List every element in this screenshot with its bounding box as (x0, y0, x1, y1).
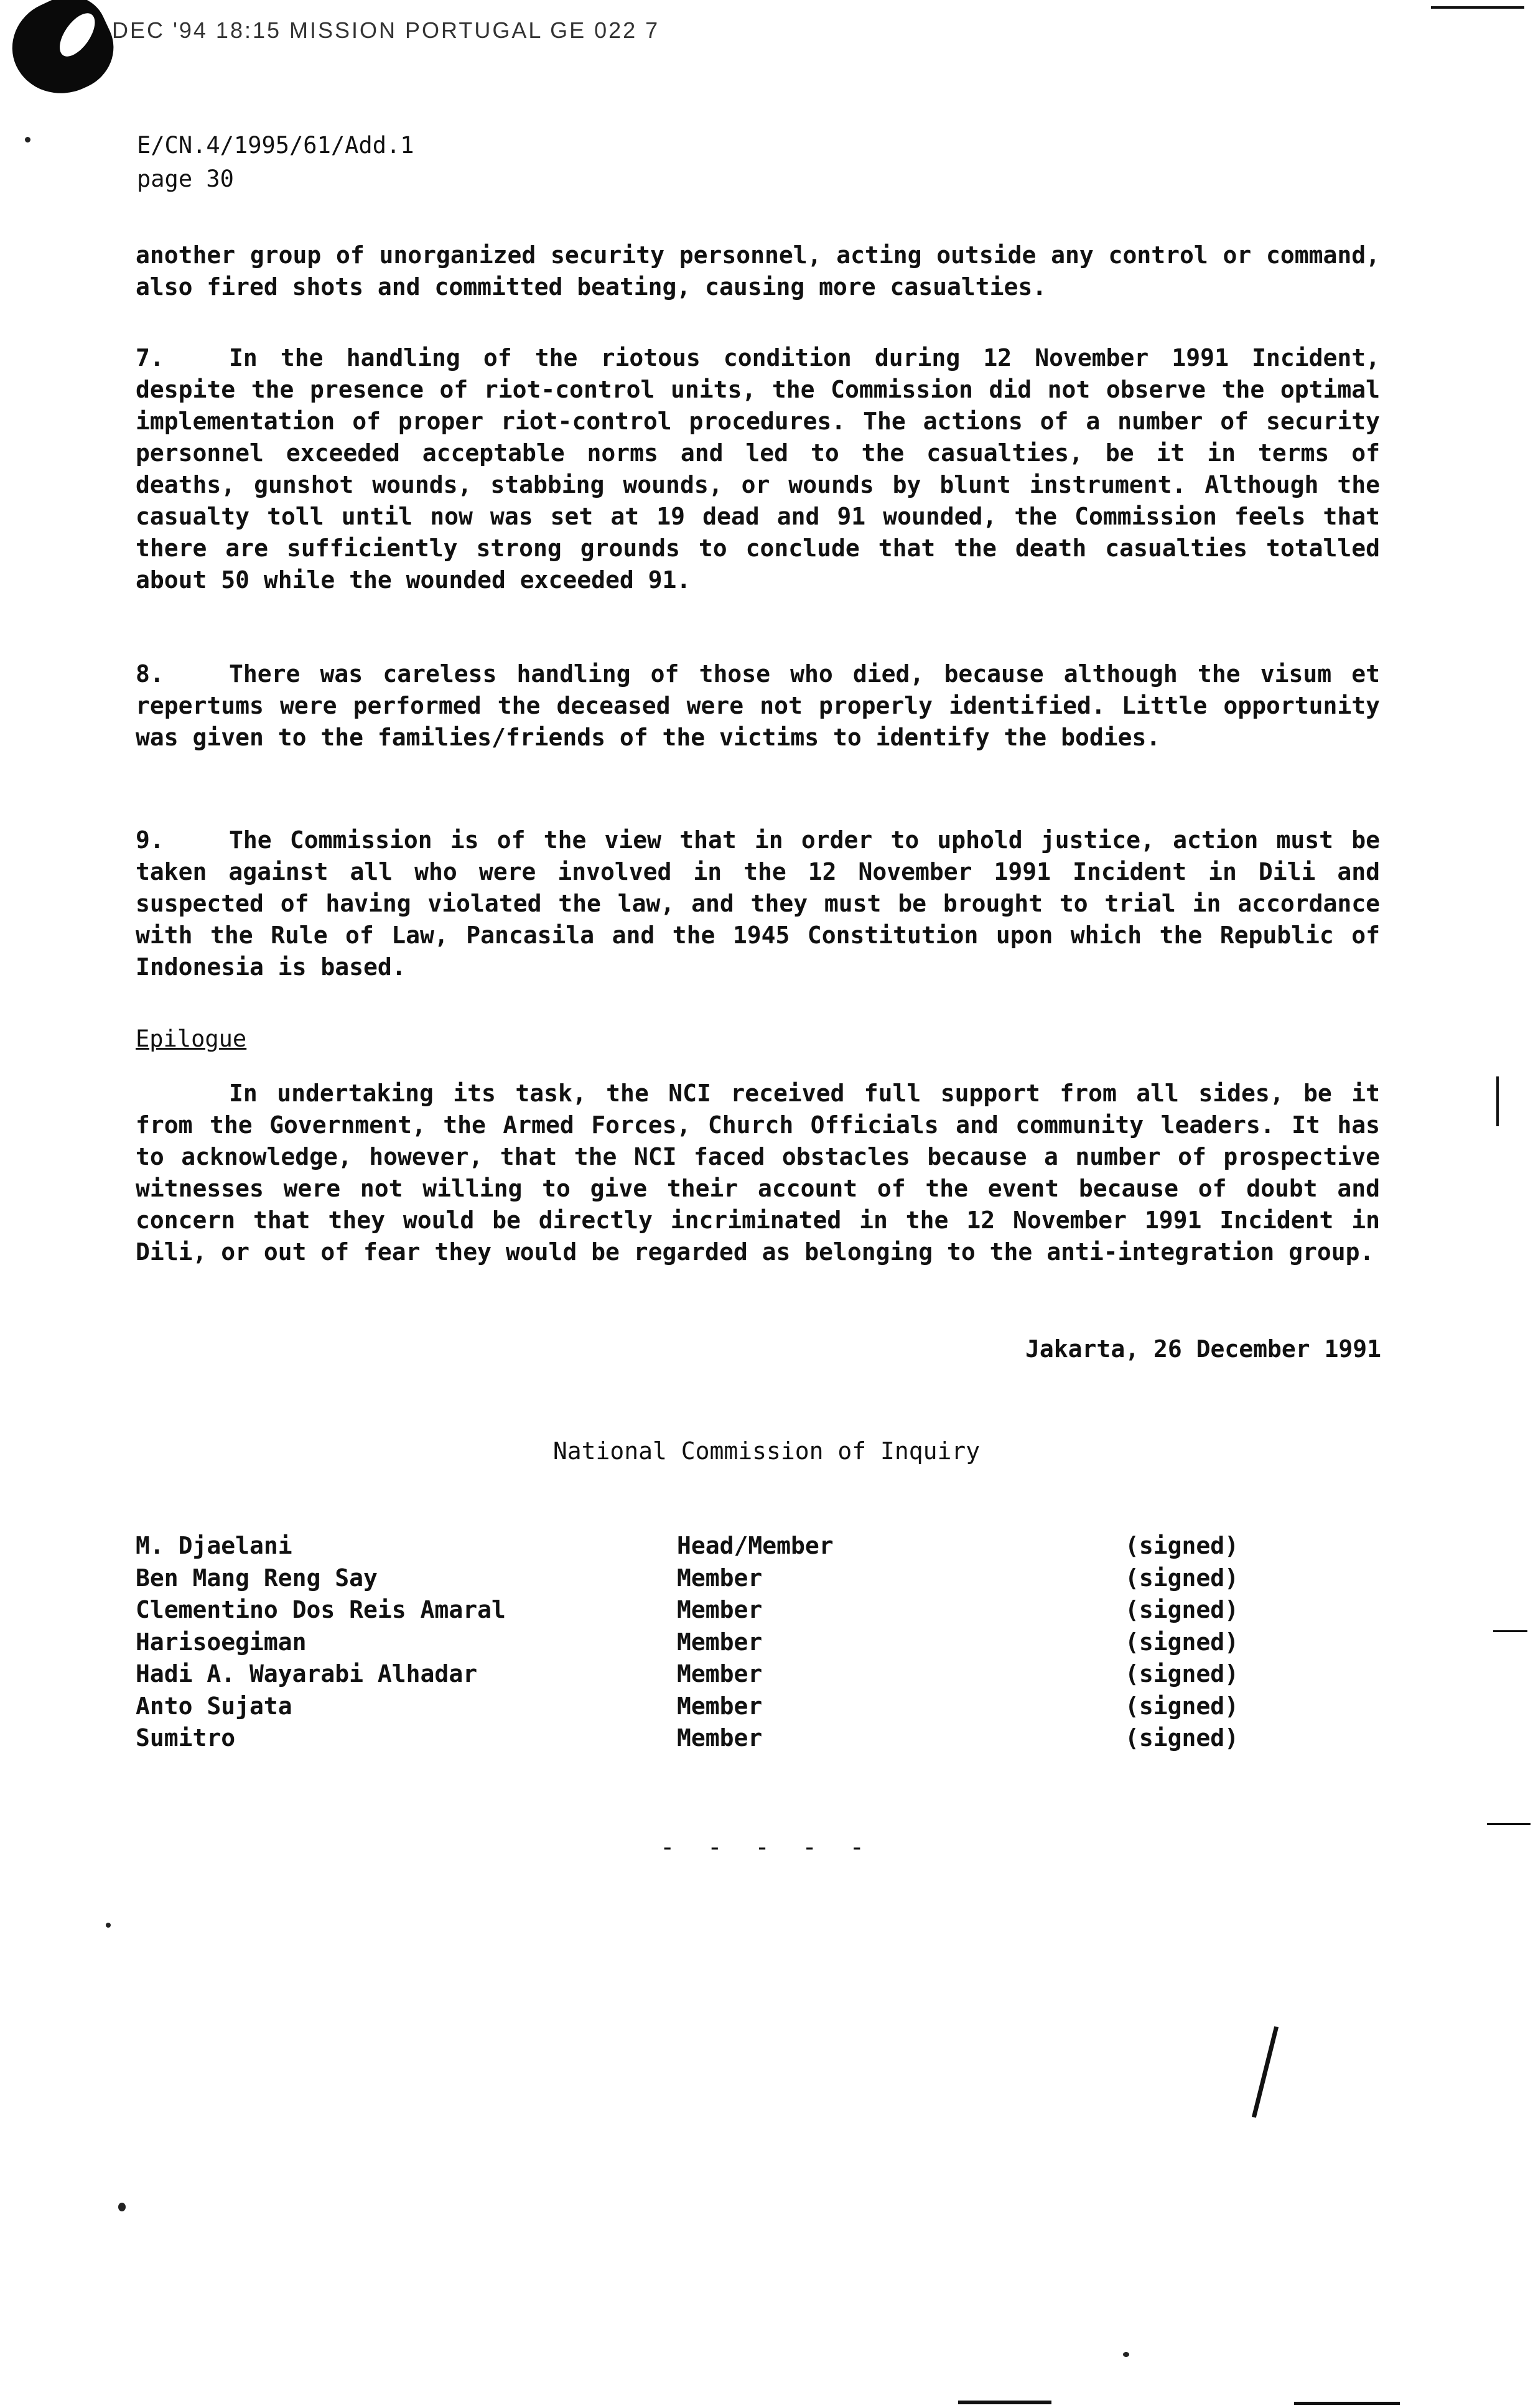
signatory-row (136, 1564, 1256, 1597)
signatory-role: Head/Member (677, 1532, 834, 1559)
margin-dash-mark (1487, 1823, 1531, 1825)
scan-speck (106, 1923, 111, 1928)
paragraph-continuation (136, 240, 1380, 303)
paragraph-text: In the handling of the riotous condition during 12 November 1991 Incident, despite the presence of riot-control units, the Commission did not observe the optimal implementation of proper riot-control procedures. The actions of a number of security personnel exceeded acceptable norms and led to the casualties, be it in terms of deaths, gunshot wounds, stabbing wounds, or wounds by blunt instrument. Although the casualty toll until now was set at 19 dead and 91 wounded, the Commission feels that there are sufficiently strong grounds to conclude that the death casualties totalled about 50 while the wounded exceeded 91. (136, 344, 1380, 594)
paragraph-number: 9. (136, 826, 164, 854)
paragraph-7 (136, 342, 1380, 596)
paragraph-text: The Commission is of the view that in order to uphold justice, action must be taken against all who were involved in the 12 November 1991 Incident in Dili and suspected of having violated the law, and they must be brought to trial in accordance with the Rule of Law, Pancasila and the 1945 Constitution upon which the Republic of Indonesia is based. (136, 826, 1380, 981)
ink-blot-highlight (53, 7, 102, 62)
signatory-name: Hadi A. Wayarabi Alhadar (136, 1660, 478, 1687)
place-date-line: Jakarta, 26 December 1991 (1025, 1335, 1381, 1363)
signatory-name: Sumitro (136, 1724, 236, 1752)
pen-stroke-mark (1252, 2026, 1279, 2117)
signatory-role: Member (677, 1628, 763, 1656)
bottom-edge-mark (1294, 2402, 1400, 2405)
signatory-status: (signed) (1125, 1660, 1239, 1687)
bottom-edge-mark (958, 2401, 1051, 2404)
signatory-status: (signed) (1125, 1596, 1239, 1623)
signatory-list (136, 1532, 1256, 1757)
margin-bar-mark (1496, 1076, 1499, 1126)
scan-speck (25, 137, 30, 142)
ink-blot-mark (0, 0, 127, 110)
signatory-status: (signed) (1125, 1532, 1239, 1559)
signatory-row (136, 1724, 1256, 1757)
signatory-status: (signed) (1125, 1692, 1239, 1720)
commission-title: National Commission of Inquiry (552, 1437, 981, 1465)
signatory-row (136, 1628, 1256, 1661)
scan-speck (118, 2203, 126, 2211)
scan-speck (1123, 2352, 1129, 2357)
paragraph-text: There was careless handling of those who died, because although the visum et repertums were performed the deceased were not properly identified. Little opportunity was given to the families/friends of the victims to identify the bodies. (136, 660, 1380, 751)
epilogue-paragraph: In undertaking its task, the NCI received full support from all sides, be it from the Government, the Armed Forces, Church Officials and community leaders. It has to acknowledge, however, that the NCI faced obstacles because a number of prospective witnesses were not willing to give their account of the event because of doubt and concern that they would be directly incriminated in the 12 November 1991 Incident in Dili, or out of fear they would be regarded as belonging to the anti-integration group. (136, 1080, 1380, 1266)
document-symbol: E/CN.4/1995/61/Add.1 (137, 132, 414, 159)
page-number: page 30 (137, 166, 234, 192)
signatory-name: Ben Mang Reng Say (136, 1564, 378, 1592)
fax-transmission-header: DEC '94 18:15 MISSION PORTUGAL GE 022 7 (112, 17, 660, 43)
margin-dash-mark (1493, 1630, 1527, 1632)
signatory-name: Harisoegiman (136, 1628, 307, 1656)
paragraph-text: another group of unorganized security personnel, acting outside any control or command, also fired shots and committed beating, causing more casualties. (136, 241, 1380, 301)
end-of-document-mark: - - - - - (659, 1833, 874, 1862)
top-edge-mark (1431, 6, 1524, 9)
signatory-role: Member (677, 1660, 763, 1687)
signatory-name: Anto Sujata (136, 1692, 292, 1720)
paragraph-8 (136, 658, 1380, 754)
signatory-status: (signed) (1125, 1564, 1239, 1592)
signatory-role: Member (677, 1692, 763, 1720)
signatory-name: Clementino Dos Reis Amaral (136, 1596, 506, 1623)
epilogue-heading: Epilogue (136, 1025, 247, 1052)
signatory-row (136, 1596, 1256, 1628)
paragraph-number: 8. (136, 660, 164, 688)
signatory-row (136, 1660, 1256, 1692)
signatory-row (136, 1532, 1256, 1564)
paragraph-number: 7. (136, 344, 164, 371)
signatory-row (136, 1692, 1256, 1725)
paragraph-9 (136, 824, 1380, 983)
signatory-status: (signed) (1125, 1628, 1239, 1656)
signatory-role: Member (677, 1724, 763, 1752)
signatory-role: Member (677, 1564, 763, 1592)
signatory-role: Member (677, 1596, 763, 1623)
signatory-name: M. Djaelani (136, 1532, 292, 1559)
signatory-status: (signed) (1125, 1724, 1239, 1752)
